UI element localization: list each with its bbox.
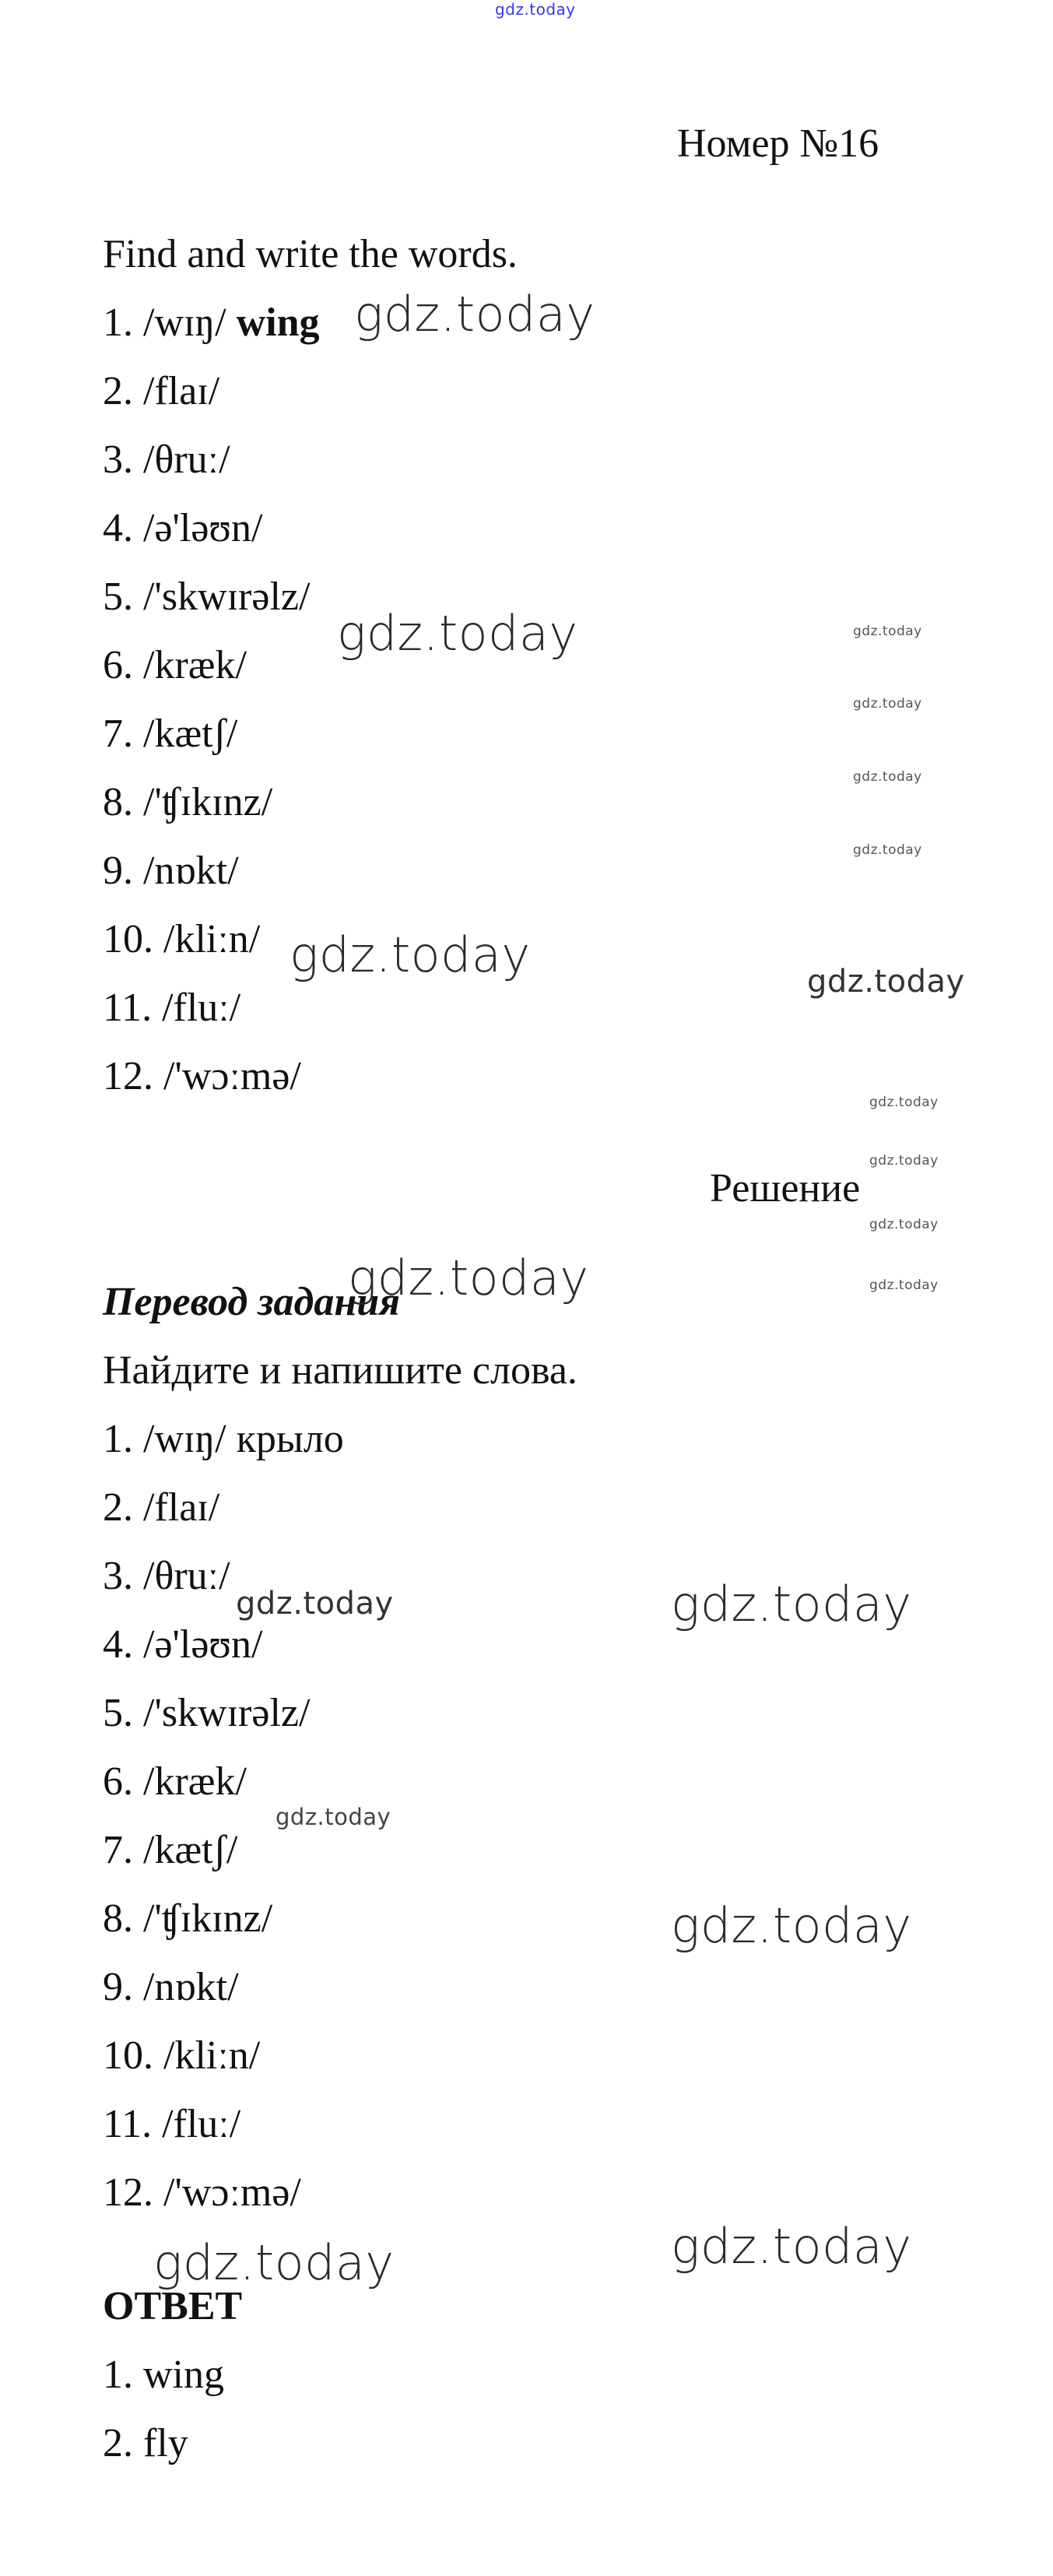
watermark: gdz.today	[153, 2234, 395, 2291]
task-item-4: 4. /ə'ləʊn/	[103, 506, 263, 550]
task-item-9: 9. /nɒkt/	[103, 849, 239, 893]
answer-item-1: 1. wing	[103, 2353, 224, 2397]
translation-item-10: 10. /kliːn/	[103, 2033, 261, 2078]
translation-item-7: 7. /kætʃ/	[103, 1828, 238, 1872]
task-item-11: 11. /fluː/	[103, 986, 241, 1030]
watermark: gdz.today	[671, 2218, 912, 2275]
watermark: gdz.today	[276, 1804, 391, 1830]
translation-item-2: 2. /flaɪ/	[103, 1485, 220, 1530]
translation-item-1: 1. /wɪŋ/ крыло	[103, 1417, 344, 1461]
watermark: gdz.today	[354, 286, 595, 343]
watermark: gdz.today	[853, 842, 922, 858]
watermark: gdz.today	[337, 605, 578, 662]
watermark: gdz.today	[348, 1249, 589, 1306]
solution-label: Решение	[710, 1166, 861, 1211]
watermark: gdz.today	[671, 1576, 912, 1632]
translation-item-9: 9. /nɒkt/	[103, 1965, 239, 2009]
answer-item-2: 2. fly	[103, 2421, 188, 2465]
translation-item-11: 11. /fluː/	[103, 2102, 241, 2146]
translation-item-8: 8. /'ʧɪkɪnz/	[103, 1896, 273, 1941]
task-item-5: 5. /'skwɪrəlz/	[103, 575, 311, 619]
translation-item-12: 12. /'wɔːmə/	[103, 2170, 301, 2215]
watermark: gdz.today	[853, 769, 922, 785]
translation-instruction: Найдите и напишите слова.	[103, 1348, 577, 1393]
translation-heading: Перевод задания	[103, 1280, 400, 1324]
page-title: Номер №16	[677, 121, 879, 166]
watermark: gdz.today	[236, 1586, 394, 1622]
task-item-answer: wing	[236, 300, 320, 345]
task-item-text: 1. /wɪŋ/	[103, 300, 237, 345]
task-item-8: 8. /'ʧɪkɪnz/	[103, 780, 273, 824]
task-item-10: 10. /kliːn/	[103, 917, 261, 961]
watermark: gdz.today	[671, 1897, 912, 1954]
task-item-1	[103, 300, 320, 346]
translation-item-5: 5. /'skwɪrəlz/	[103, 1691, 311, 1735]
top-watermark: gdz.today	[495, 0, 576, 19]
task-item-12: 12. /'wɔːmə/	[103, 1054, 301, 1098]
task-instruction: Find and write the words.	[103, 232, 518, 276]
task-item-7: 7. /kætʃ/	[103, 712, 238, 756]
watermark: gdz.today	[869, 1095, 939, 1110]
watermark: gdz.today	[853, 624, 922, 639]
watermark: gdz.today	[290, 926, 531, 983]
watermark: gdz.today	[869, 1153, 939, 1169]
task-item-2: 2. /flaɪ/	[103, 369, 220, 413]
watermark: gdz.today	[807, 964, 965, 1000]
task-item-6: 6. /kræk/	[103, 643, 247, 687]
watermark: gdz.today	[869, 1277, 939, 1293]
watermark: gdz.today	[869, 1217, 939, 1232]
answer-heading: ОТВЕТ	[103, 2284, 243, 2328]
translation-item-4: 4. /ə'ləʊn/	[103, 1622, 263, 1667]
watermark: gdz.today	[853, 696, 922, 712]
task-item-3: 3. /θruː/	[103, 438, 230, 482]
translation-item-6: 6. /kræk/	[103, 1759, 247, 1804]
translation-item-3: 3. /θruː/	[103, 1554, 230, 1598]
